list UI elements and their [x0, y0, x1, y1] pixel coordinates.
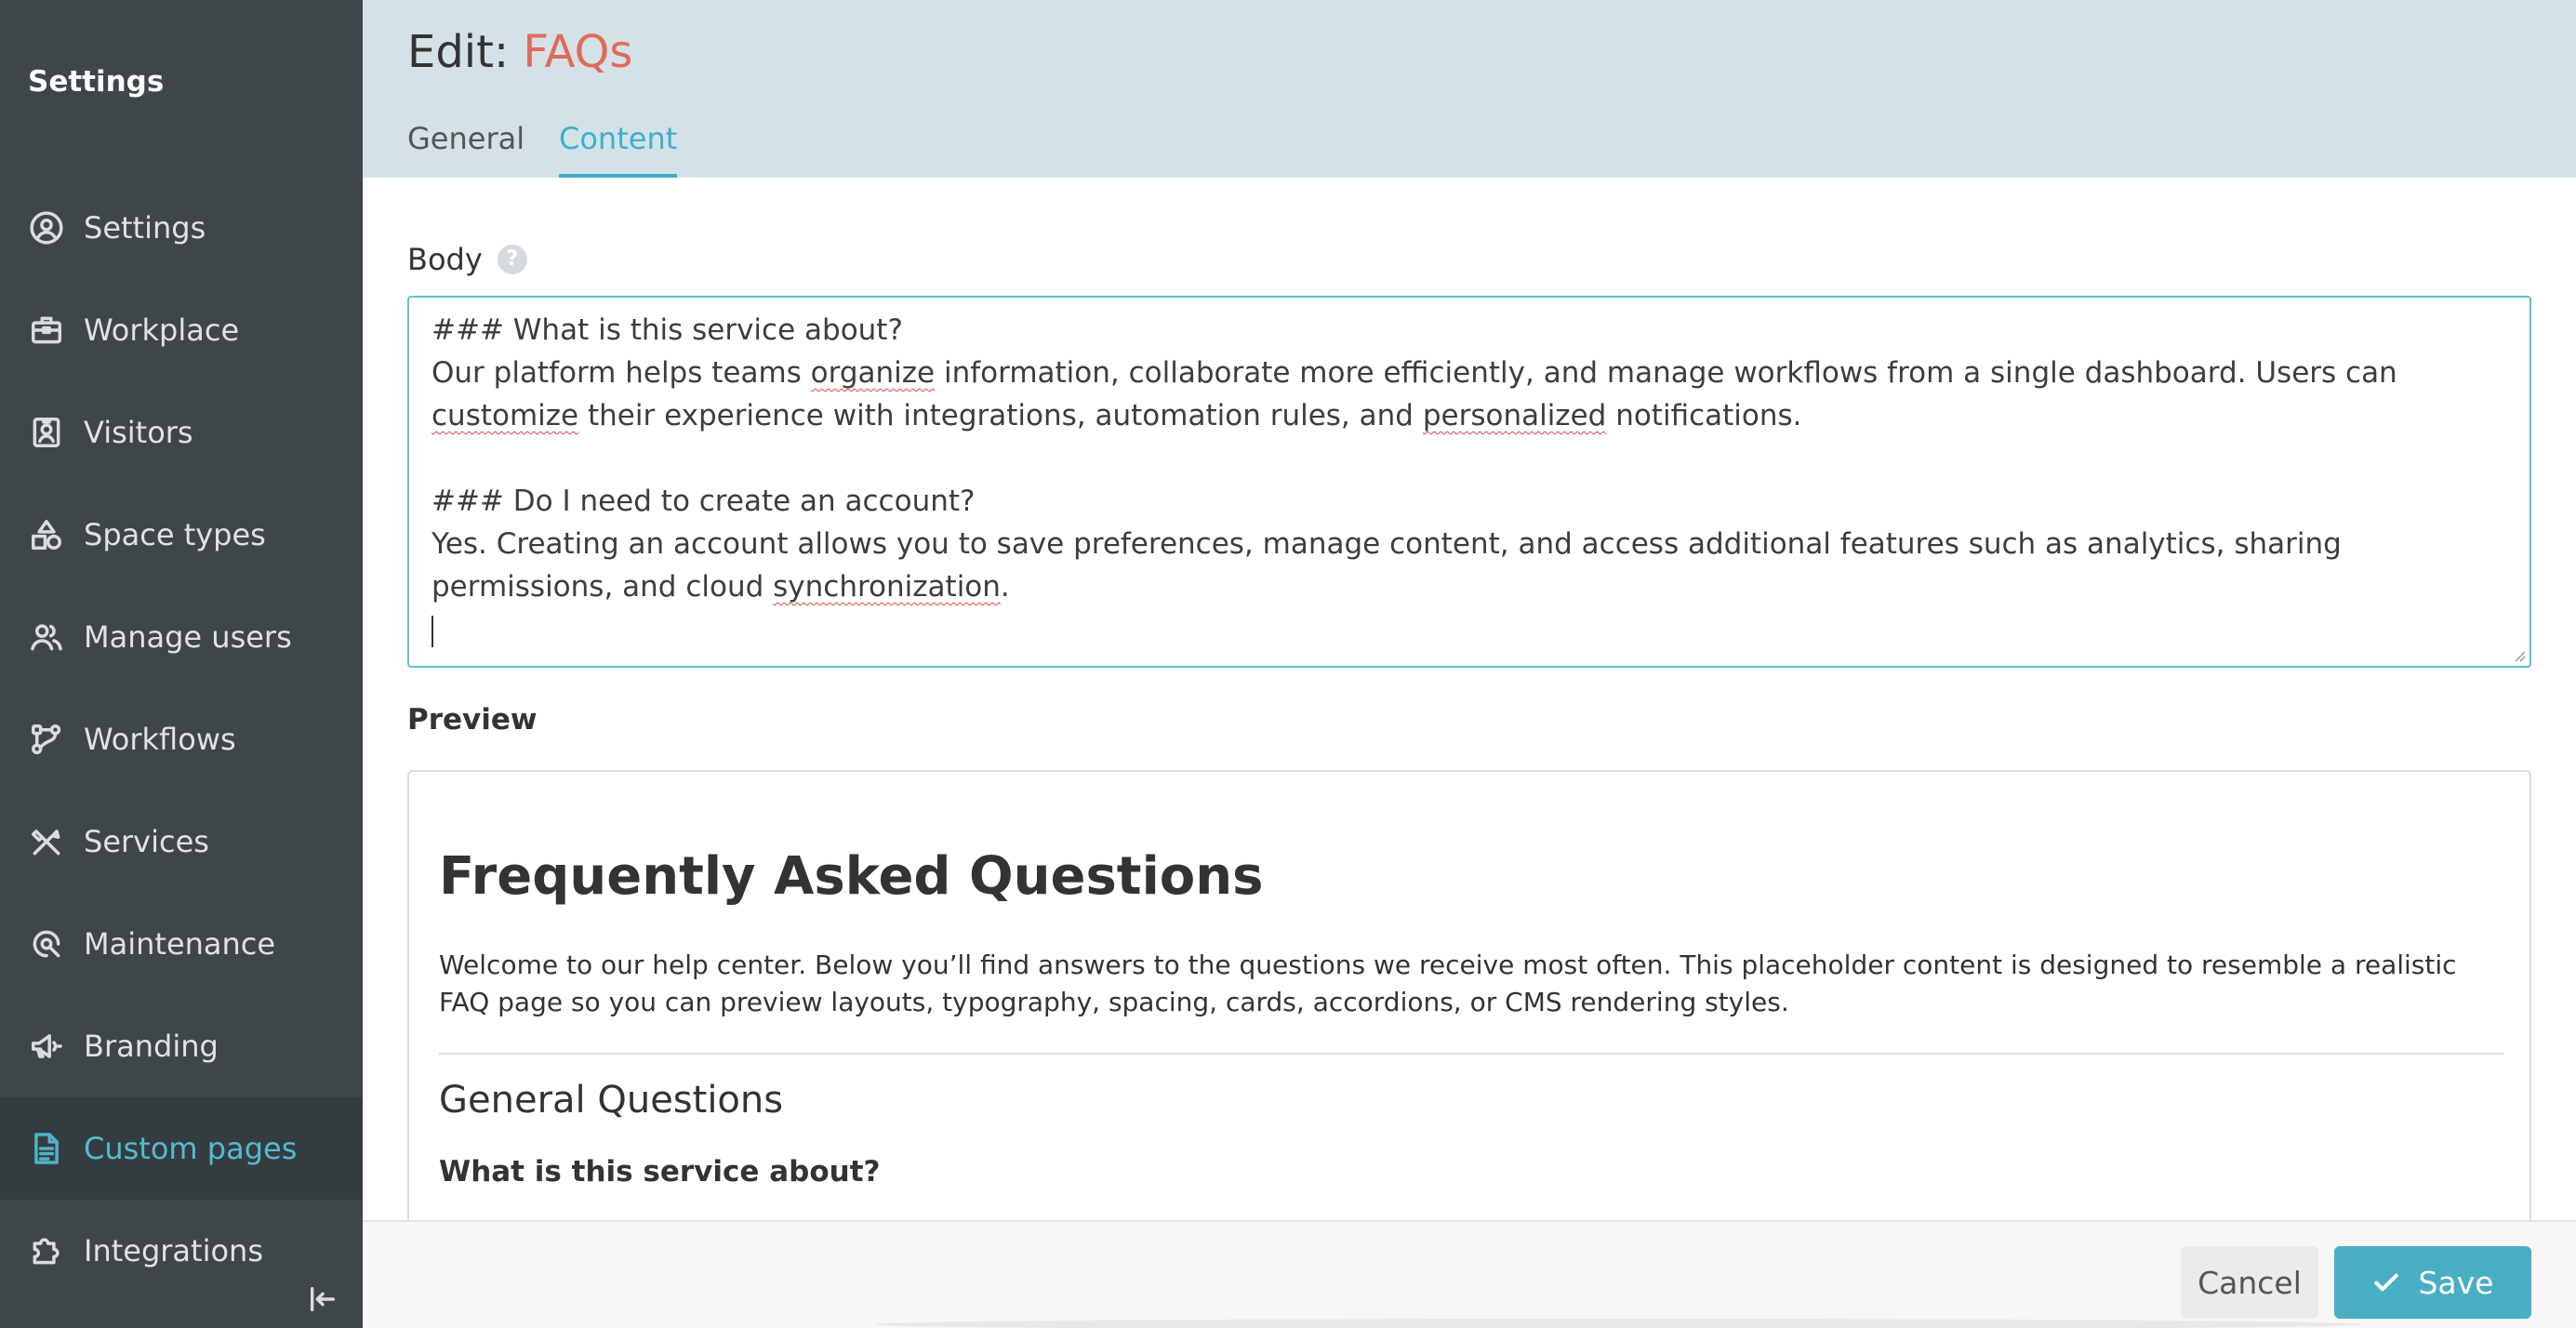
- sidebar-item-visitors[interactable]: [0, 381, 363, 484]
- shapes-icon: [28, 516, 65, 553]
- question-icon[interactable]: ?: [498, 245, 527, 274]
- tab-general[interactable]: General: [407, 121, 525, 156]
- sidebar-item-custom-pages[interactable]: [0, 1097, 363, 1200]
- page-title-prefix: Edit:: [407, 26, 524, 78]
- tools-icon: [28, 823, 65, 860]
- sidebar-item-label: Branding: [84, 1029, 219, 1064]
- cancel-button[interactable]: [2181, 1246, 2318, 1319]
- body-label-text: Body: [407, 242, 483, 277]
- save-button-label: Save: [2418, 1264, 2494, 1301]
- sidebar-item-space-types[interactable]: [0, 484, 363, 586]
- sidebar-item-manage-users[interactable]: [0, 586, 363, 688]
- page-header: [363, 0, 2576, 178]
- preview-divider: [439, 1053, 2503, 1055]
- collapse-sidebar-icon: [307, 1301, 339, 1319]
- sidebar-item-label: Custom pages: [84, 1131, 298, 1166]
- save-button[interactable]: [2334, 1246, 2531, 1319]
- page-title: [407, 26, 632, 78]
- sidebar-item-label: Workflows: [84, 722, 236, 757]
- preview-intro: Welcome to our help center. Below you’ll find answers to the questions we receive most often. This placeholder content is designed to resemble a realistic FAQ page so you can preview layouts, typography, spacing, cards, accordions, or CMS rendering styles.: [439, 950, 2457, 1017]
- misspelled-word: organize: [810, 356, 936, 390]
- editor-line: ### Do I need to create an account?: [432, 485, 976, 518]
- text-caret: [432, 616, 433, 647]
- tab-content[interactable]: Content: [559, 121, 677, 178]
- megaphone-icon: [28, 1028, 65, 1065]
- editor-paragraph: [432, 356, 2407, 432]
- preview-heading: Frequently Asked Questions: [439, 846, 1264, 907]
- wrench-icon: [28, 925, 65, 963]
- puzzle-icon: [28, 1232, 65, 1269]
- preview-section-heading: General Questions: [439, 1079, 784, 1122]
- sidebar-item-label: Integrations: [84, 1233, 263, 1268]
- sidebar-item-branding[interactable]: [0, 995, 363, 1097]
- editor-text: Our platform helps teams: [432, 356, 811, 390]
- sidebar-item-workplace[interactable]: [0, 279, 363, 381]
- sidebar-title: Settings: [28, 65, 165, 99]
- briefcase-icon: [28, 312, 65, 349]
- sidebar-item-label: Maintenance: [84, 926, 276, 962]
- action-footer: [363, 1220, 2576, 1328]
- preview-label: Preview: [407, 703, 538, 737]
- resize-grip-icon[interactable]: [2511, 647, 2526, 662]
- misspelled-word: synchronization: [773, 570, 1001, 604]
- sidebar-item-settings[interactable]: [0, 177, 363, 279]
- sidebar: [0, 0, 363, 1328]
- sidebar-item-services[interactable]: [0, 790, 363, 893]
- sidebar-item-label: Manage users: [84, 619, 292, 655]
- sidebar-item-label: Workplace: [84, 312, 240, 348]
- misspelled-word: personalized: [1422, 399, 1607, 432]
- footer-shadow: [874, 1319, 2362, 1328]
- page-title-name: FAQs: [523, 26, 633, 78]
- sidebar-item-maintenance[interactable]: [0, 893, 363, 995]
- cancel-button-label: Cancel: [2198, 1264, 2302, 1301]
- collapse-sidebar-button[interactable]: [307, 1283, 344, 1321]
- users-icon: [28, 618, 65, 656]
- editor-text: Yes. Creating an account allows you to save preferences, manage content, and access additional features such as analytics, sharing permissions, and cloud: [432, 527, 2351, 604]
- editor-text: notifications.: [1606, 399, 1802, 432]
- preview-question-heading: What is this service about?: [439, 1155, 881, 1189]
- editor-text: their experience with integrations, automation rules, and: [578, 399, 1423, 432]
- document-icon: [28, 1130, 65, 1167]
- misspelled-word: customize: [432, 399, 579, 432]
- sidebar-item-label: Services: [84, 824, 209, 859]
- editor-paragraph: [432, 527, 2351, 604]
- badge-icon: [28, 414, 65, 451]
- sidebar-item-workflows[interactable]: [0, 688, 363, 790]
- editor-line: ### What is this service about?: [432, 313, 903, 347]
- sidebar-item-label: Space types: [84, 517, 266, 552]
- workflow-icon: [28, 721, 65, 758]
- sidebar-item-label: Settings: [84, 210, 206, 246]
- check-icon: [2371, 1268, 2401, 1297]
- sidebar-item-label: Visitors: [84, 415, 193, 450]
- user-circle-icon: [28, 209, 65, 246]
- editor-text: information, collaborate more efficiently, and manage workflows from a single dashboard. Users can: [935, 356, 2407, 390]
- editor-text: .: [1000, 570, 1010, 604]
- body-textarea[interactable]: [407, 296, 2531, 668]
- body-label: [407, 242, 527, 277]
